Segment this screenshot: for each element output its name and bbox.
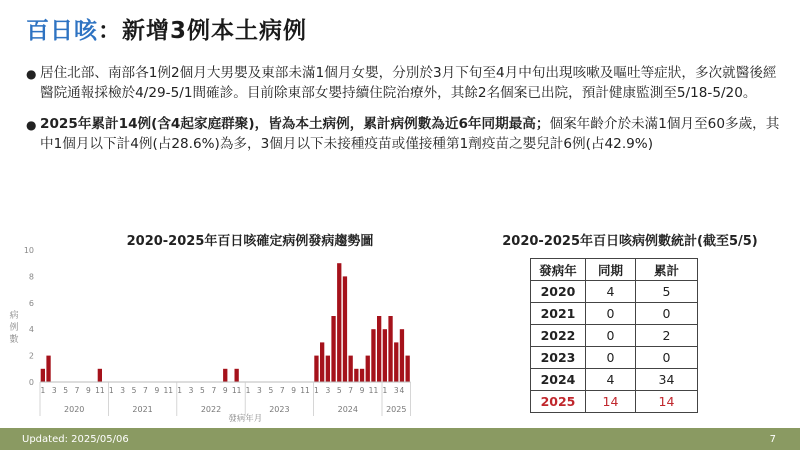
x-tick-label: 3 xyxy=(257,386,262,395)
table-title: 2020-2025年百日咳病例數統計(截至5/5) xyxy=(502,234,758,249)
bar xyxy=(383,329,387,382)
title-accent: 百日咳 xyxy=(26,17,98,44)
table-cell: 0 xyxy=(586,325,636,347)
bullet-bold: 2025年累計14例(含4起家庭群聚)，皆為本土病例，累計病例數為近6年同期最高； xyxy=(40,116,550,132)
table-row-highlight xyxy=(531,391,698,413)
year-label: 2024 xyxy=(337,405,358,414)
bar xyxy=(349,356,353,382)
table-cell: 0 xyxy=(586,303,636,325)
bullet-body: 個案年齡介於未滿1個月至60多歲，其中1個月以下計4例(占28.6%)為多，3個月以下未接種疫苗或僅接種第1劑疫苗之嬰兒計6例(占42.9%) xyxy=(40,116,780,152)
table-cell: 14 xyxy=(586,391,636,413)
table-header: 同期 xyxy=(586,259,636,281)
x-tick-label: 11 xyxy=(163,386,174,395)
bar xyxy=(98,369,102,382)
bar xyxy=(223,369,227,382)
x-tick-label: 5 xyxy=(268,386,274,395)
x-tick-label: 3 xyxy=(188,386,194,395)
x-tick-label: 7 xyxy=(279,386,285,395)
bar xyxy=(354,369,358,382)
x-tick-label: 7 xyxy=(143,386,148,395)
bar xyxy=(326,356,330,382)
bar xyxy=(235,369,239,382)
x-tick-label: 1 xyxy=(40,386,46,395)
bullet-dot-icon: ● xyxy=(26,67,37,81)
bar xyxy=(343,276,347,382)
x-tick-label: 4 xyxy=(399,386,405,395)
trend-chart xyxy=(0,240,480,430)
table-cell: 2024 xyxy=(531,369,586,391)
bullet-text xyxy=(40,64,786,103)
footer-bar xyxy=(0,428,800,450)
bar xyxy=(331,316,335,382)
bar xyxy=(377,316,381,382)
x-tick-label: 11 xyxy=(368,386,379,395)
table-cell: 0 xyxy=(636,347,698,369)
x-tick-label: 7 xyxy=(74,386,80,395)
bar xyxy=(41,369,45,382)
x-tick-label: 3 xyxy=(51,386,57,395)
case-stats-table xyxy=(530,258,698,413)
table-cell: 2022 xyxy=(531,325,586,347)
x-tick-label: 3 xyxy=(393,386,399,395)
bar xyxy=(394,342,398,382)
x-tick-label: 1 xyxy=(382,386,388,395)
x-tick-label: 1 xyxy=(177,386,183,395)
table-cell: 2 xyxy=(636,325,698,347)
year-label: 2022 xyxy=(200,405,222,414)
table-cell: 2020 xyxy=(531,281,586,303)
x-tick-label: 7 xyxy=(211,386,217,395)
y-tick-label: 10 xyxy=(23,246,34,255)
y-tick-label: 2 xyxy=(28,351,34,361)
bar xyxy=(320,342,324,382)
table-header-row xyxy=(531,259,698,281)
table-cell: 34 xyxy=(636,369,698,391)
table-row xyxy=(531,325,698,347)
bar xyxy=(46,356,50,382)
x-tick-label: 3 xyxy=(120,386,126,395)
x-tick-label: 11 xyxy=(300,386,310,395)
y-tick-label: 6 xyxy=(28,298,34,308)
table-cell: 0 xyxy=(636,303,698,325)
table-cell: 14 xyxy=(636,391,698,413)
bullet-item xyxy=(26,115,786,154)
table-cell: 4 xyxy=(586,281,636,303)
x-tick-label: 5 xyxy=(63,386,69,395)
bar xyxy=(400,329,404,382)
x-tick-label: 9 xyxy=(291,386,297,395)
bar xyxy=(360,369,364,382)
bar xyxy=(371,329,375,382)
y-tick-label: 0 xyxy=(28,378,34,387)
title-rest: ：新增3例本土病例 xyxy=(98,17,308,44)
year-label: 2020 xyxy=(64,405,85,414)
y-axis-label: 病 xyxy=(9,311,19,321)
table-row xyxy=(531,281,698,303)
table-cell: 5 xyxy=(636,281,698,303)
year-label: 2021 xyxy=(132,405,153,414)
x-tick-label: 1 xyxy=(108,386,114,395)
bar xyxy=(366,356,370,382)
bullet-text xyxy=(40,115,786,154)
x-tick-label: 3 xyxy=(325,386,331,395)
bar xyxy=(388,316,392,382)
table-cell: 0 xyxy=(586,347,636,369)
x-tick-label: 5 xyxy=(131,386,137,395)
bar xyxy=(314,356,318,382)
x-tick-label: 9 xyxy=(86,386,91,395)
table-header: 發病年 xyxy=(531,259,586,281)
y-tick-label: 8 xyxy=(28,272,34,282)
year-label: 2023 xyxy=(269,405,290,414)
table-row xyxy=(531,347,698,369)
table-cell: 4 xyxy=(586,369,636,391)
y-axis-label: 例 xyxy=(9,323,19,333)
bullet-dot-icon: ● xyxy=(26,118,37,132)
x-tick-label: 9 xyxy=(359,386,365,395)
bar xyxy=(337,263,341,382)
x-tick-label: 11 xyxy=(95,386,105,395)
bar xyxy=(406,356,410,382)
table-cell: 2025 xyxy=(531,391,586,413)
x-tick-label: 5 xyxy=(200,386,205,395)
bullet-item xyxy=(26,64,786,103)
table-cell: 2021 xyxy=(531,303,586,325)
slide-title xyxy=(26,10,307,46)
table-row xyxy=(531,303,698,325)
x-tick-label: 1 xyxy=(245,386,251,395)
bullet-body: 居住北部、南部各1例2個月大男嬰及東部未滿1個月女嬰，分別於3月下旬至4月中旬出現咳嗽及嘔吐等症狀，多次就醫後經醫院通報採檢於4/29-5/1間確診。目前除東部女嬰持續住院治療外，其餘2名個案已出院，預計健康監測至5/18-5/20。 xyxy=(40,65,777,101)
updated-date: Updated: 2025/05/06 xyxy=(22,433,129,445)
year-label: 2025 xyxy=(386,405,407,414)
x-tick-label: 9 xyxy=(222,386,228,395)
y-tick-label: 4 xyxy=(28,325,34,335)
table-row xyxy=(531,369,698,391)
bullet-list xyxy=(26,64,786,166)
table-header: 累計 xyxy=(636,259,698,281)
x-tick-label: 7 xyxy=(348,386,354,395)
x-tick-label: 5 xyxy=(336,386,342,395)
table-cell: 2023 xyxy=(531,347,586,369)
page-number: 7 xyxy=(769,433,776,445)
x-tick-label: 9 xyxy=(154,386,160,395)
y-axis-label: 數 xyxy=(9,335,19,345)
x-tick-label: 11 xyxy=(231,386,242,395)
x-tick-label: 1 xyxy=(314,386,319,395)
x-axis-label: 發病年月 xyxy=(228,414,263,424)
chart-title: 2020-2025年百日咳確定病例發病趨勢圖 xyxy=(126,234,374,249)
